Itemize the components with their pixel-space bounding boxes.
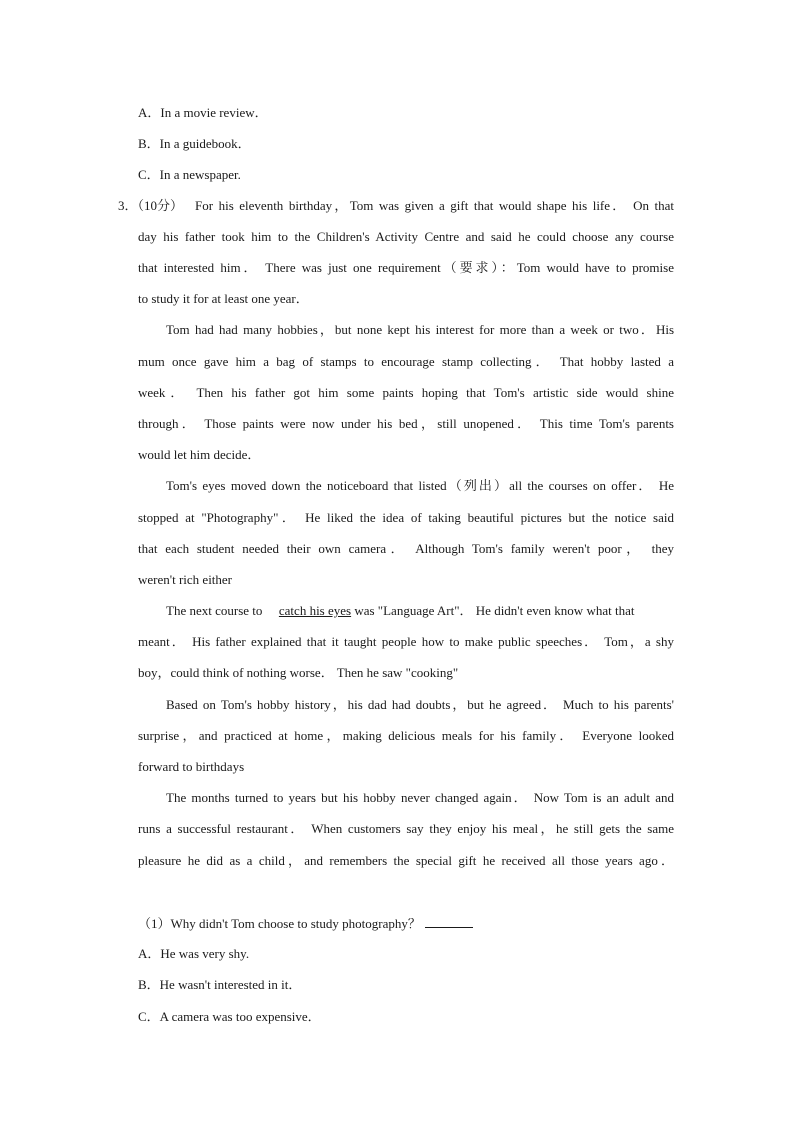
q2-option-c: C．In a newspaper. bbox=[138, 167, 241, 182]
q3-p2-line1: Tom had had many hobbies，but none kept his interest for more than a week or two．His bbox=[166, 322, 674, 337]
q3-sub1-option-c: C．A camera was too expensive． bbox=[138, 1009, 321, 1024]
q3-p4-line3: boy，could think of nothing worse． Then he saw "cooking" bbox=[138, 665, 459, 680]
answer-blank[interactable] bbox=[425, 915, 473, 928]
q3-sub1-question-text: （1）Why didn't Tom choose to study photography？ bbox=[138, 916, 421, 931]
catch-his-eyes-underlined: catch his eyes bbox=[278, 603, 352, 618]
q3-p6-line1: The months turned to years but his hobby never changed again． Now Tom is an adult and bbox=[166, 790, 674, 805]
q3-p3-line3: that each student needed their own camera． Although Tom's family weren't poor， they bbox=[138, 541, 674, 556]
q2-option-a: A．In a movie review． bbox=[138, 105, 268, 120]
q3-p3-line1: Tom's eyes moved down the noticeboard that listed（列出）all the courses on offer． He bbox=[166, 478, 674, 493]
q2-option-b: B．In a guidebook． bbox=[138, 136, 251, 151]
q3-p3-line4: weren't rich either bbox=[138, 572, 233, 587]
q3-number: 3．（10分） bbox=[118, 198, 184, 213]
q3-p3-line2: stopped at "Photography"． He liked the idea of taking beautiful pictures but the notice said bbox=[138, 510, 674, 525]
q3-p1-line4: to study it for at least one year． bbox=[138, 291, 309, 306]
q3-p4-before: The next course to bbox=[166, 603, 263, 618]
q3-p1-line2: day his father took him to the Children's Activity Centre and said he could choose any course bbox=[138, 229, 674, 244]
q3-p6-line3: pleasure he did as a child，and remembers the special gift he received all those years ago． bbox=[138, 853, 674, 868]
q3-p1-line3: that interested him． There was just one requirement（要求）：Tom would have to promise bbox=[138, 260, 674, 275]
q3-p1-line1: For his eleventh birthday，Tom was given a gift that would shape his life． On that bbox=[195, 198, 674, 213]
q3-p5-line1: Based on Tom's hobby history，his dad had doubts，but he agreed． Much to his parents' bbox=[166, 697, 674, 712]
q3-sub1-option-b: B．He wasn't interested in it． bbox=[138, 977, 302, 992]
q3-p2-line4: through． Those paints were now under his bed，still unopened． This time Tom's parents bbox=[138, 416, 674, 431]
q3-p5-line3: forward to birthdays bbox=[138, 759, 245, 774]
q3-p6-line2: runs a successful restaurant． When customers say they enjoy his meal，he still gets the same bbox=[138, 821, 674, 836]
q3-p2-line2: mum once gave him a bag of stamps to encourage stamp collecting． That hobby lasted a bbox=[138, 354, 674, 369]
q3-p4-line2: meant． His father explained that it taught people how to make public speeches． Tom，a shy bbox=[138, 634, 674, 649]
q3-p2-line3: week． Then his father got him some paints hoping that Tom's artistic side would shine bbox=[138, 385, 674, 400]
q3-sub1-option-a: A．He was very shy. bbox=[138, 946, 250, 961]
q3-p4-after: was "Language Art"． He didn't even know what that bbox=[354, 603, 635, 618]
q3-p4-line1 bbox=[166, 603, 634, 619]
q3-sub1-question bbox=[138, 915, 473, 932]
q3-p5-line2: surprise，and practiced at home，making delicious meals for his family． Everyone looked bbox=[138, 728, 675, 743]
q3-p2-line5: would let him decide． bbox=[138, 447, 261, 462]
